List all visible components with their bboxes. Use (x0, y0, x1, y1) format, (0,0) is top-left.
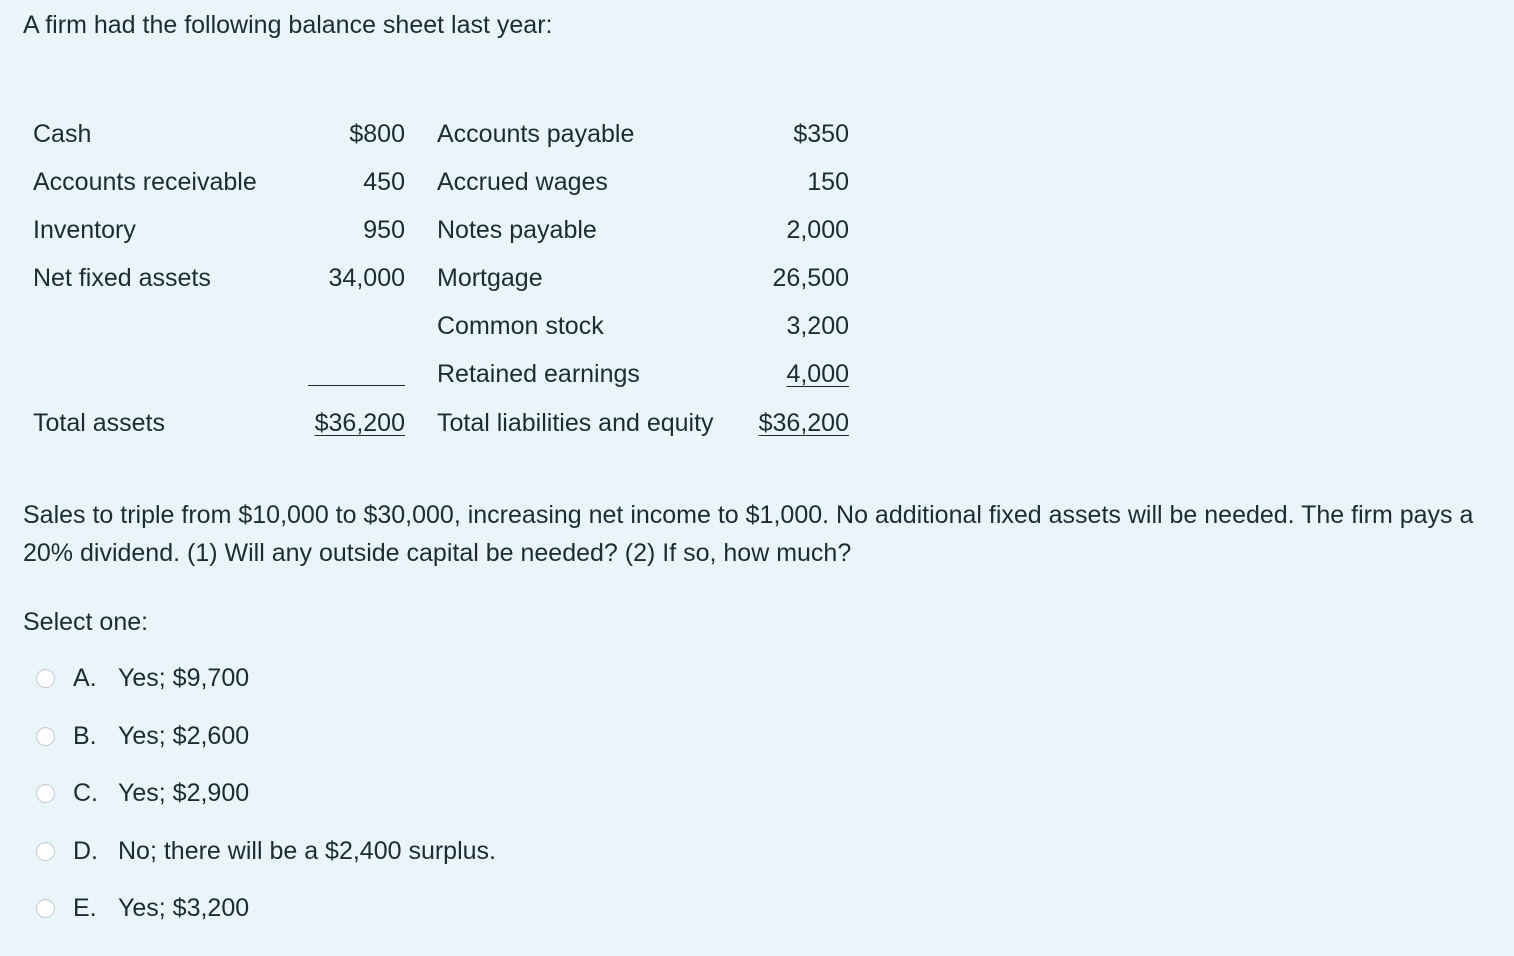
select-one-label: Select one: (23, 608, 149, 636)
question-text: Sales to triple from $10,000 to $30,000, increasing net income to $1,000. No additional fixed assets will be needed. The firm pays a 20% dividend. (1) Will any outside capital be needed? (2) If so, how much? (23, 501, 1474, 567)
liability-label: Accrued wages (437, 167, 608, 196)
option-letter: D. (73, 836, 98, 865)
option-letter: C. (73, 779, 98, 808)
liability-label: Common stock (437, 311, 604, 340)
option-letter: B. (73, 721, 97, 750)
answer-option-a[interactable] (36, 650, 496, 708)
asset-value: 34,000 (328, 263, 405, 292)
liability-label: Retained earnings (437, 360, 640, 388)
asset-label (33, 350, 305, 399)
table-row (33, 158, 849, 206)
answer-option-d[interactable] (36, 823, 496, 881)
radio-button[interactable] (36, 842, 55, 861)
liability-value: $350 (793, 119, 849, 148)
answer-option-e[interactable] (36, 880, 496, 938)
liability-value: 150 (807, 167, 849, 196)
question-intro: A firm had the following balance sheet last year: (23, 11, 553, 39)
asset-label: Cash (33, 119, 92, 148)
table-row (33, 399, 849, 447)
option-text: Yes; $3,200 (118, 894, 250, 923)
table-row (33, 254, 849, 302)
option-text: Yes; $9,700 (118, 664, 250, 693)
asset-label: Inventory (33, 215, 136, 244)
option-text: Yes; $2,600 (118, 721, 250, 750)
total-assets-label: Total assets (33, 408, 166, 437)
table-row (33, 110, 849, 158)
summation-line (308, 385, 405, 386)
liability-label: Notes payable (437, 215, 597, 244)
radio-button[interactable] (36, 727, 55, 746)
liability-label: Mortgage (437, 263, 543, 292)
radio-button[interactable] (36, 784, 55, 803)
asset-label: Accounts receivable (33, 167, 257, 196)
table-row (33, 302, 849, 350)
option-text: No; there will be a $2,400 surplus. (118, 836, 496, 865)
asset-value: $800 (349, 119, 405, 148)
liability-label: Accounts payable (437, 119, 635, 148)
radio-button[interactable] (36, 899, 55, 918)
liability-value: 4,000 (786, 360, 849, 388)
answer-options (36, 650, 496, 938)
asset-label: Net fixed assets (33, 263, 211, 292)
asset-value: 950 (363, 215, 405, 244)
asset-value (305, 302, 405, 350)
answer-option-c[interactable] (36, 765, 496, 823)
option-letter: E. (73, 894, 97, 923)
liability-value: 26,500 (772, 263, 849, 292)
balance-sheet-table (33, 110, 849, 447)
answer-option-b[interactable] (36, 708, 496, 766)
option-letter: A. (73, 664, 97, 693)
liability-value: 3,200 (786, 311, 849, 340)
asset-value: 450 (363, 167, 405, 196)
total-liabilities-value: $36,200 (758, 408, 849, 437)
liability-value: 2,000 (786, 215, 849, 244)
table-row (33, 350, 849, 399)
table-row (33, 206, 849, 254)
option-text: Yes; $2,900 (118, 779, 250, 808)
total-assets-value: $36,200 (314, 408, 405, 437)
asset-label (33, 302, 305, 350)
total-liabilities-label: Total liabilities and equity (437, 408, 714, 437)
radio-button[interactable] (36, 669, 55, 688)
asset-total-rule (305, 350, 405, 399)
